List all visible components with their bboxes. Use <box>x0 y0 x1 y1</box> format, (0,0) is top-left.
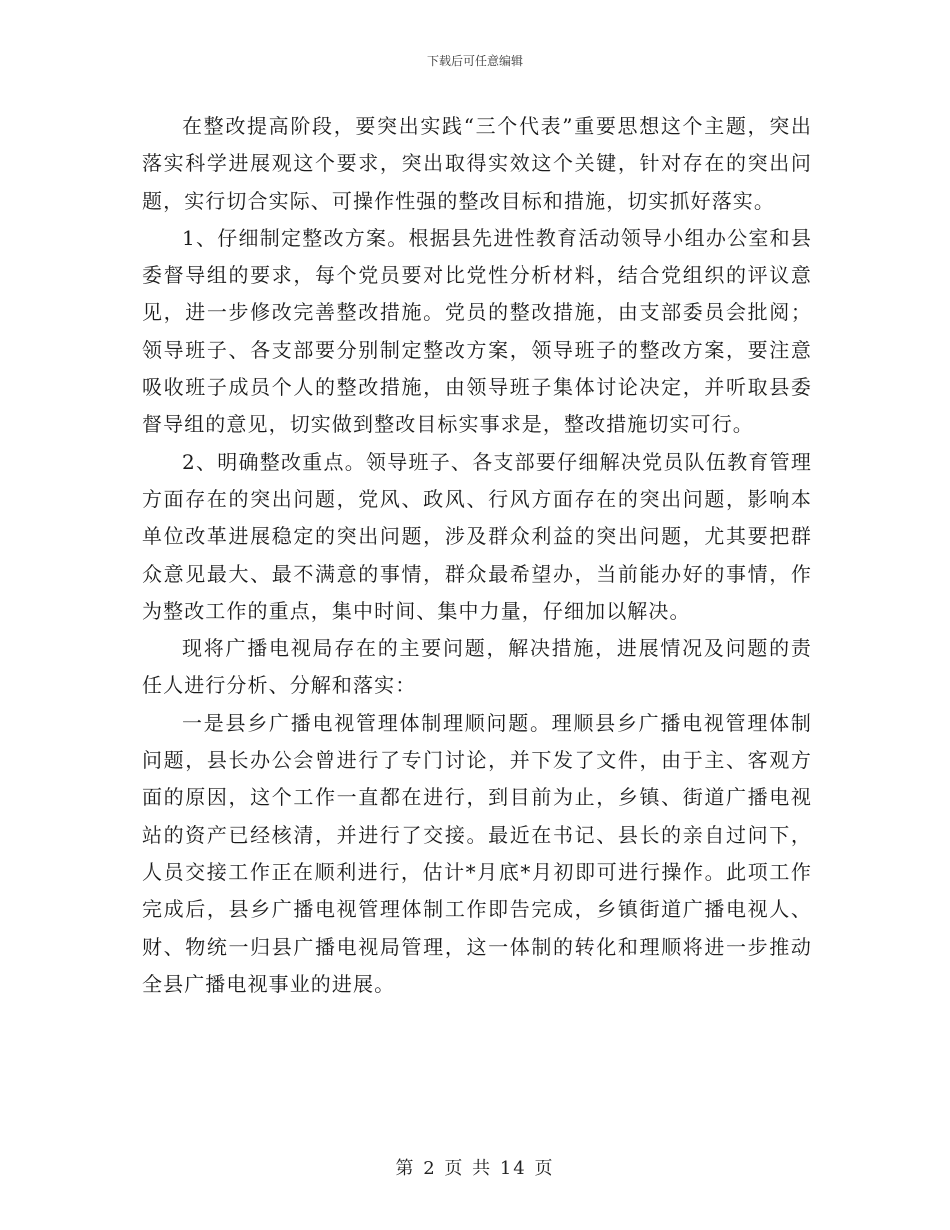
paragraph-rectification-plan: 1、仔细制定整改方案。根据县先进性教育活动领导小组办公室和县委督导组的要求，每个党员要对比党性分析材料，结合党组织的评议意见，进一步修改完善整改措施。党员的整改措施，由支部委员会批阅；领导班子、各支部要分别制定整改方案，领导班子的整改方案，要注意吸收班子成员个人的整改措施，由领导班子集体讨论决定，并听取县委督导组的意见，切实做到整改目标实事求是，整改措施切实可行。 <box>142 225 812 437</box>
paragraph-problems-intro: 现将广播电视局存在的主要问题，解决措施，进展情况及问题的责任人进行分析、分解和落实： <box>142 636 812 698</box>
paragraph-intro: 在整改提高阶段，要突出实践“三个代表”重要思想这个主题，突出落实科学进展观这个要求，突出取得实效这个关键，针对存在的突出问题，实行切合实际、可操作性强的整改目标和措施，切实抓好落实。 <box>142 114 812 213</box>
page-header: 下载后可任意编辑 <box>426 54 523 68</box>
page-footer: 第 2 页 共 14 页 <box>395 1158 555 1179</box>
paragraph-rectification-focus: 2、明确整改重点。领导班子、各支部要仔细解决党员队伍教育管理方面存在的突出问题，党风、政风、行风方面存在的突出问题，影响本单位改革进展稳定的突出问题，涉及群众利益的突出问题，尤其要把群众意见最大、最不满意的事情，群众最希望办，当前能办好的事情，作为整改工作的重点，集中时间、集中力量，仔细加以解决。 <box>142 449 812 623</box>
document-body <box>142 108 812 1003</box>
paragraph-management-system: 一是县乡广播电视管理体制理顺问题。理顺县乡广播电视管理体制问题，县长办公会曾进行了专门讨论，并下发了文件，由于主、客观方面的原因，这个工作一直都在进行，到目前为止，乡镇、街道广播电视站的资产已经核清，并进行了交接。最近在书记、县长的亲自过问下，人员交接工作正在顺利进行，估计*月底*月初即可进行操作。此项工作完成后，县乡广播电视管理体制工作即告完成，乡镇街道广播电视人、财、物统一归县广播电视局管理，这一体制的转化和理顺将进一步推动全县广播电视事业的进展。 <box>142 710 812 996</box>
